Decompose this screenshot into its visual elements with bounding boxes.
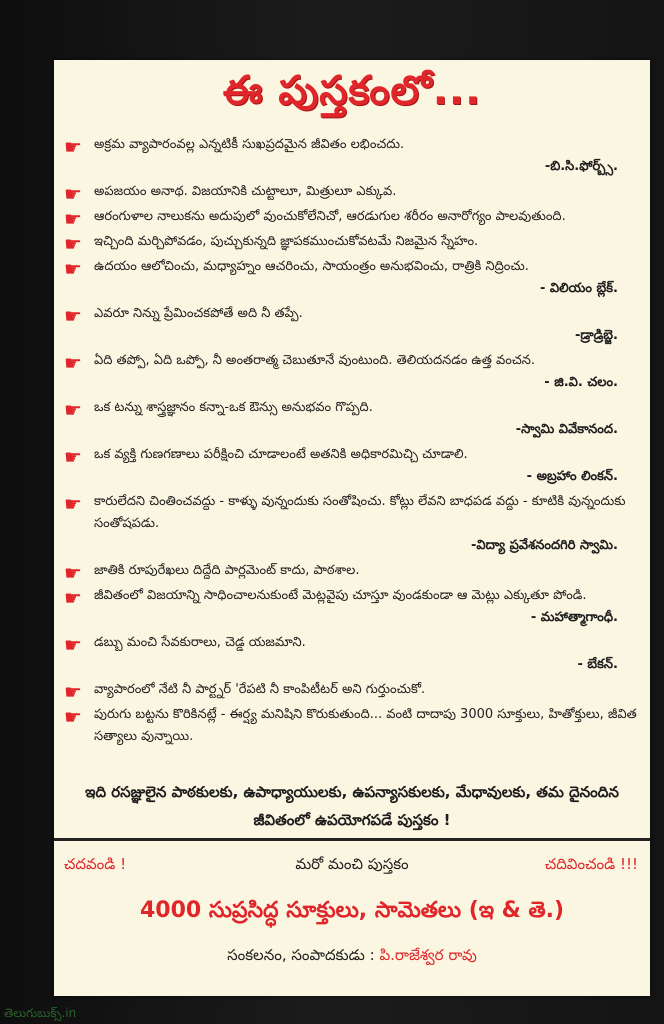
quote-text: ఒక టన్ను శాస్త్రజ్ఞానం కన్నా-ఒక ఔన్సు అనుభవం గొప్పది. bbox=[94, 400, 373, 415]
quote-text: ఆరంగుళాల నాలుకను అదుపులో వుంచుకోలేనిచో, ఆరడుగుల శరీరం అనారోగ్యం పాలవుతుంది. bbox=[94, 209, 566, 224]
pointing-hand-icon: ☛ bbox=[64, 633, 82, 657]
back-cover-panel bbox=[54, 60, 650, 996]
quote-author: - బేకన్. bbox=[577, 657, 618, 672]
promo-row bbox=[54, 855, 650, 883]
pointing-hand-icon: ☛ bbox=[64, 586, 82, 610]
site-watermark: తెలుగుబుక్స్.in bbox=[4, 1006, 77, 1020]
pointing-hand-icon: ☛ bbox=[64, 492, 82, 516]
pointing-hand-icon: ☛ bbox=[64, 207, 82, 231]
quote-text: కారులేదని చింతించవద్దు - కాళ్ళు వున్నందుకు సంతోషించు. కోట్లు లేవని బాధపడ వద్దు - కూటికి వున్నందుకు సంతోషపడు. bbox=[94, 494, 626, 531]
quote-item bbox=[58, 181, 644, 206]
quote-item bbox=[58, 206, 644, 231]
quote-author: - అబ్రహాం లింకన్. bbox=[526, 469, 618, 484]
quote-item bbox=[58, 303, 644, 347]
make-read-label: చదివించండి !!! bbox=[544, 855, 638, 873]
pointing-hand-icon: ☛ bbox=[64, 398, 82, 422]
divider bbox=[54, 838, 650, 841]
quote-text: ఎవరూ నిన్ను ప్రేమించకపోతే అది నీ తప్పే. bbox=[94, 306, 303, 321]
quote-author: - విలియం బ్లేక్. bbox=[539, 281, 618, 296]
pointing-hand-icon: ☛ bbox=[64, 232, 82, 256]
read-label: చదవండి ! bbox=[64, 855, 127, 873]
quote-item bbox=[58, 256, 644, 300]
pointing-hand-icon: ☛ bbox=[64, 445, 82, 469]
quote-text: ఏది తప్పో, ఏది ఒప్పో, నీ అంతరాత్మ చెబుతూనే వుంటుంది. తెలియదనడం ఉత్త వంచన. bbox=[94, 353, 536, 368]
quote-text: జాతికి రూపురేఖలు దిద్దేది పార్లమెంట్ కాదు, పాఠశాల. bbox=[94, 563, 360, 578]
quote-item bbox=[58, 444, 644, 488]
book-summary: ఇది రసజ్ఞులైన పాఠకులకు, ఉపాధ్యాయులకు, ఉపన్యాసకులకు, మేధావులకు, తమ దైనందిన జీవితంలో ఉపయోగపడే పుస్తకం ! bbox=[85, 783, 619, 829]
quote-item bbox=[58, 704, 644, 748]
quote-text: పురుగు బట్టను కొరికినట్లే - ఈర్ష్య మనిషిని కొరుకుతుంది... వంటి దాదాపు 3000 సూక్తులు, హితోక్తులు, జీవిత సత్యాలు వున్నాయి. bbox=[94, 707, 637, 744]
quote-item bbox=[58, 491, 644, 557]
compiler-line bbox=[54, 946, 650, 968]
quote-text: ఒక వ్యక్తి గుణగణాలు పరీక్షించి చూడాలంటే అతనికి అధికారమిచ్చి చూడాలి. bbox=[94, 447, 468, 462]
quote-text: అపజయం అనాథ. విజయానికి చుట్టాలూ, మిత్రులూ ఎక్కువ. bbox=[94, 184, 397, 199]
quote-author: -విద్యా ప్రవేశనందగిరి స్వామి. bbox=[470, 538, 618, 553]
compiler-name: పి.రాజేశ్వర రావు bbox=[379, 946, 477, 964]
quote-text: డబ్బు మంచి సేవకురాలు, చెడ్డ యజమాని. bbox=[94, 635, 306, 650]
pointing-hand-icon: ☛ bbox=[64, 705, 82, 729]
pointing-hand-icon: ☛ bbox=[64, 182, 82, 206]
quote-item bbox=[58, 560, 644, 585]
promoted-book-title: 4000 సుప్రసిద్ధ సూక్తులు, సామెతలు (ఇ & తె.) bbox=[139, 898, 565, 923]
pointing-hand-icon: ☛ bbox=[64, 304, 82, 328]
compiler-label: సంకలనం, సంపాదకుడు : bbox=[227, 946, 380, 964]
pointing-hand-icon: ☛ bbox=[64, 680, 82, 704]
another-book-label: మరో మంచి పుస్తకం bbox=[295, 855, 409, 873]
quote-item bbox=[58, 350, 644, 394]
quote-text: జీవితంలో విజయాన్ని సాధించాలనుకుంటే మెట్లవైపు చూస్తూ వుండకుండా ఆ మెట్లు ఎక్కుతూ పోండి. bbox=[94, 588, 587, 603]
quote-item bbox=[58, 679, 644, 704]
quote-item bbox=[58, 632, 644, 676]
quote-item bbox=[58, 397, 644, 441]
pointing-hand-icon: ☛ bbox=[64, 257, 82, 281]
quote-author: - మహాత్మాగాంధీ. bbox=[530, 610, 618, 625]
quote-text: అక్రమ వ్యాపారంవల్ల ఎన్నటికీ సుఖప్రదమైన జీవితం లభించదు. bbox=[94, 137, 405, 152]
quote-author: -డ్రాడ్రిబ్జె. bbox=[575, 328, 618, 343]
quote-text: ఉదయం ఆలోచించు, మధ్యాహ్నం ఆచరించు, సాయంత్రం అనుభవించు, రాత్రికి నిద్రించు. bbox=[94, 259, 529, 274]
quotes-list bbox=[58, 134, 644, 751]
quote-author: - జి.వి. చలం. bbox=[544, 375, 618, 390]
quote-item bbox=[58, 585, 644, 629]
pointing-hand-icon: ☛ bbox=[64, 135, 82, 159]
quote-author: -స్వామి వివేకానంద. bbox=[515, 422, 618, 437]
quote-item bbox=[58, 134, 644, 178]
pointing-hand-icon: ☛ bbox=[64, 561, 82, 585]
quote-item bbox=[58, 231, 644, 256]
pointing-hand-icon: ☛ bbox=[64, 351, 82, 375]
quote-text: ఇచ్చింది మర్చిపోవడం, పుచ్చుకున్నది జ్ఞాపకముంచుకోవటమే నిజమైన స్నేహం. bbox=[94, 234, 479, 249]
page-title: ఈ పుస్తకంలో... bbox=[222, 68, 482, 114]
quote-text: వ్యాపారంలో నేటి నీ పార్ట్నర్ 'రేపటి నీ కాంపిటీటర్ అని గుర్తుంచుకో. bbox=[94, 682, 426, 697]
quote-author: -బి.సి.ఫోర్బ్స్. bbox=[544, 159, 618, 174]
